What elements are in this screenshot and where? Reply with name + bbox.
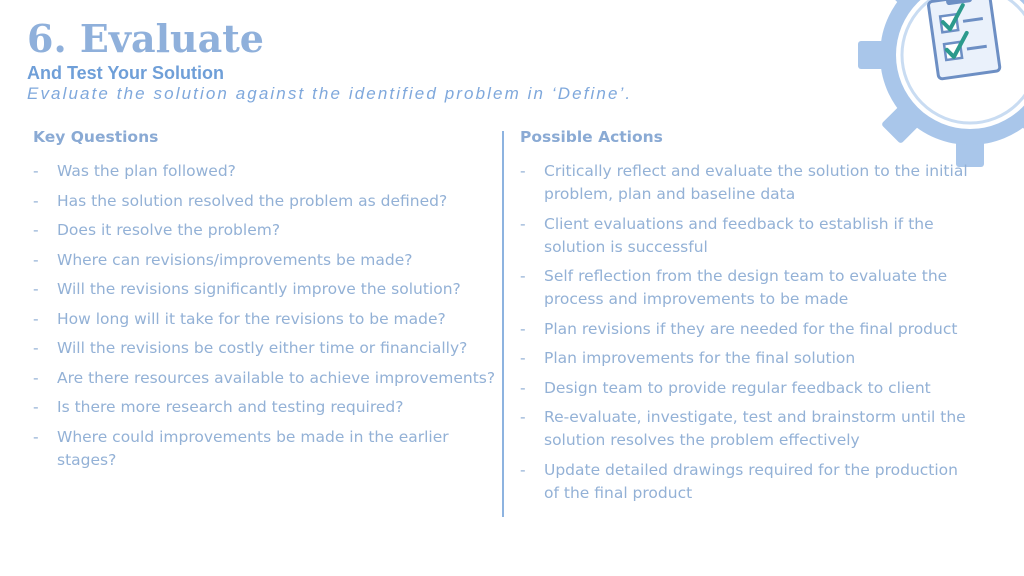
bullet-dash: - <box>33 309 39 328</box>
page-title: 6. Evaluate <box>27 16 264 61</box>
action-item <box>520 160 975 206</box>
key-questions-heading: Key Questions <box>33 128 159 146</box>
question-item-text: Does it resolve the problem? <box>57 221 281 239</box>
action-item <box>520 213 975 259</box>
action-item-text: Plan revisions if they are needed for the final product <box>544 319 958 338</box>
question-item-text: Is there more research and testing required? <box>57 398 404 416</box>
action-item <box>520 318 975 341</box>
question-item-text: Will the revisions be costly either time or financially? <box>57 339 468 357</box>
possible-actions-list <box>520 160 975 505</box>
bullet-dash: - <box>520 267 526 285</box>
question-item <box>33 426 498 472</box>
question-item-text: Has the solution resolved the problem as defined? <box>57 191 448 210</box>
bullet-dash: - <box>33 368 39 387</box>
page-tagline: Evaluate the solution against the identified problem in ‘Define’. <box>27 84 633 103</box>
question-item-text: Where could improvements be made in the earlier stages? <box>57 427 449 469</box>
action-item-text: Self reflection from the design team to evaluate the process and improvements to be made <box>544 267 948 308</box>
question-item <box>33 219 498 242</box>
action-item-text: Critically reflect and evaluate the solution to the initial problem, plan and baseline data <box>544 162 968 203</box>
question-item <box>33 160 498 183</box>
bullet-dash: - <box>33 250 39 269</box>
action-item <box>520 459 975 505</box>
bullet-dash: - <box>33 398 39 416</box>
question-item <box>33 367 498 390</box>
question-item-text: How long will it take for the revisions to be made? <box>57 309 446 328</box>
action-item <box>520 347 975 370</box>
action-item-text: Plan improvements for the final solution <box>544 349 856 367</box>
bullet-dash: - <box>520 460 526 479</box>
bullet-dash: - <box>33 162 39 180</box>
possible-actions-heading: Possible Actions <box>520 128 663 146</box>
page-subtitle: And Test Your Solution <box>27 63 224 83</box>
bullet-dash: - <box>520 349 526 367</box>
bullet-dash: - <box>33 221 39 239</box>
question-item <box>33 337 498 360</box>
action-item <box>520 265 975 311</box>
bullet-dash: - <box>520 408 526 426</box>
question-item <box>33 249 498 272</box>
bullet-dash: - <box>33 280 39 298</box>
clipboard-checklist-icon <box>927 0 1000 79</box>
question-item <box>33 190 498 213</box>
action-item-text: Design team to provide regular feedback to client <box>544 378 931 397</box>
action-item <box>520 377 975 400</box>
action-item-text: Re-evaluate, investigate, test and brainstorm until the solution resolves the problem effectively <box>544 408 966 449</box>
bullet-dash: - <box>520 162 526 180</box>
question-item-text: Where can revisions/improvements be made? <box>57 250 413 269</box>
action-item-text: Update detailed drawings required for the production of the final product <box>544 460 958 502</box>
possible-actions-column <box>520 128 975 511</box>
bullet-dash: - <box>520 214 526 233</box>
key-questions-column <box>33 128 498 478</box>
key-questions-list <box>33 160 498 472</box>
question-item-text: Was the plan followed? <box>57 162 236 180</box>
action-item-text: Client evaluations and feedback to establish if the solution is successful <box>544 214 934 256</box>
action-item <box>520 406 975 452</box>
bullet-dash: - <box>520 378 526 397</box>
bullet-dash: - <box>33 427 39 446</box>
column-divider <box>502 131 504 517</box>
question-item-text: Are there resources available to achieve improvements? <box>57 368 496 387</box>
bullet-dash: - <box>520 319 526 338</box>
bullet-dash: - <box>33 191 39 210</box>
bullet-dash: - <box>33 339 39 357</box>
question-item-text: Will the revisions significantly improve the solution? <box>57 280 461 298</box>
question-item <box>33 278 498 301</box>
question-item <box>33 396 498 419</box>
question-item <box>33 308 498 331</box>
